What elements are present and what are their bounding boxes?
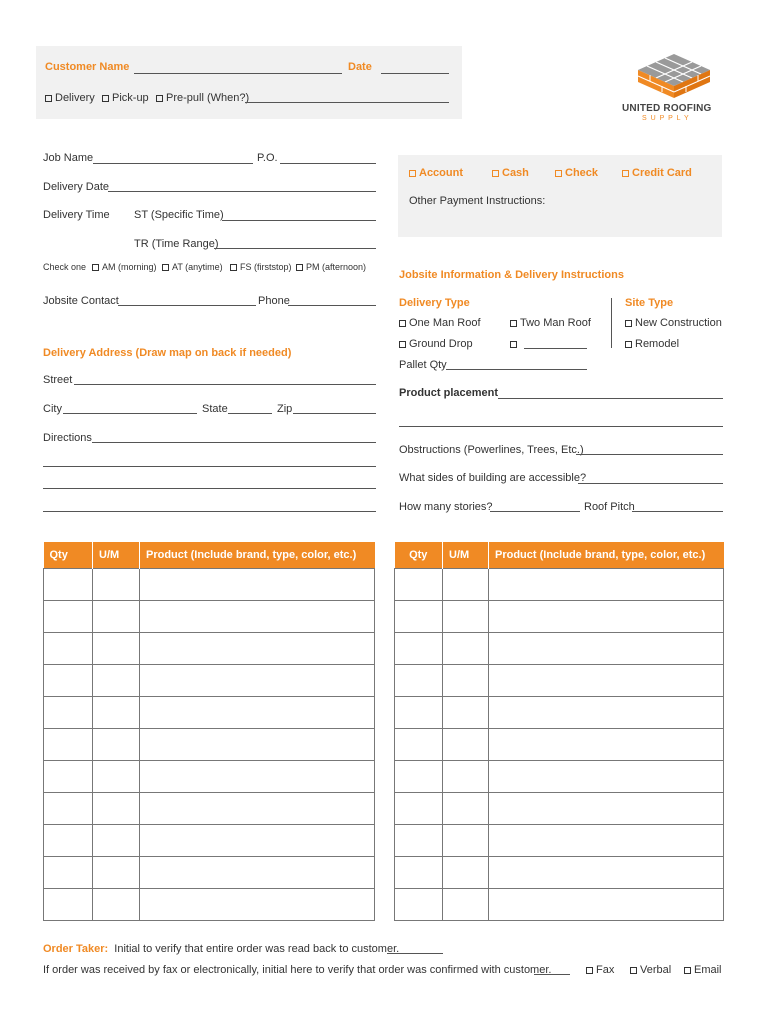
time-range-label: TR (Time Range) — [134, 238, 219, 250]
checkbox-icon — [630, 967, 637, 974]
prepull-option-label: Pre-pull (When?) — [166, 92, 250, 104]
qty-cell[interactable] — [395, 793, 443, 825]
credit-card-option-label: Credit Card — [632, 167, 692, 179]
table-row — [44, 889, 375, 921]
state-label: State — [202, 403, 228, 415]
order-taker-row — [43, 943, 399, 956]
directions-line[interactable] — [43, 488, 376, 489]
product-cell[interactable] — [140, 569, 375, 601]
credit-card-checkbox-option[interactable] — [622, 167, 692, 180]
obstructions-label: Obstructions (Powerlines, Trees, Etc.) — [399, 444, 584, 456]
table-row — [44, 761, 375, 793]
stories-label: How many stories? — [399, 501, 493, 513]
product-cell[interactable] — [489, 601, 724, 633]
product-cell[interactable] — [489, 857, 724, 889]
product-cell[interactable] — [140, 793, 375, 825]
um-cell[interactable] — [443, 633, 489, 665]
fax-label: Fax — [596, 964, 615, 976]
qty-cell[interactable] — [44, 601, 93, 633]
product-table-left — [43, 542, 375, 921]
stories-field[interactable] — [490, 511, 580, 512]
table-row — [395, 793, 724, 825]
two-man-roof-option[interactable] — [510, 317, 591, 330]
ground-drop-label: Ground Drop — [409, 338, 473, 350]
customer-name-field[interactable] — [134, 73, 342, 74]
table-row — [395, 889, 724, 921]
um-cell[interactable] — [443, 825, 489, 857]
other-delivery-option[interactable] — [510, 338, 520, 351]
qty-cell[interactable] — [395, 857, 443, 889]
delivery-address-heading: Delivery Address (Draw map on back if needed) — [43, 347, 292, 359]
remodel-option[interactable] — [625, 338, 679, 351]
product-cell[interactable] — [140, 665, 375, 697]
fax-checkbox-option[interactable] — [586, 964, 614, 977]
qty-cell[interactable] — [44, 569, 93, 601]
product-placement-field[interactable] — [498, 398, 723, 399]
city-field[interactable] — [63, 413, 197, 414]
new-construction-label: New Construction — [635, 317, 722, 329]
checkbox-icon — [230, 264, 237, 271]
um-cell[interactable] — [93, 601, 140, 633]
directions-line[interactable] — [43, 466, 376, 467]
other-delivery-field[interactable] — [524, 348, 587, 349]
product-cell[interactable] — [140, 825, 375, 857]
order-taker-label: Order Taker: — [43, 943, 109, 955]
qty-cell[interactable] — [44, 697, 93, 729]
um-cell[interactable] — [93, 665, 140, 697]
product-cell[interactable] — [489, 761, 724, 793]
account-checkbox-option[interactable] — [409, 167, 463, 180]
checkbox-icon — [622, 170, 629, 177]
table-row — [44, 697, 375, 729]
delivery-option-label: Delivery — [55, 92, 95, 104]
product-cell[interactable] — [489, 697, 724, 729]
logo-text: UNITED ROOFING — [622, 103, 712, 114]
brick-pallet-icon — [622, 44, 726, 100]
um-cell[interactable] — [443, 889, 489, 921]
um-cell[interactable] — [93, 857, 140, 889]
um-cell[interactable] — [443, 761, 489, 793]
table-row — [395, 729, 724, 761]
um-cell[interactable] — [443, 569, 489, 601]
street-field[interactable] — [74, 384, 376, 385]
qty-cell[interactable] — [395, 569, 443, 601]
job-name-field[interactable] — [93, 163, 253, 164]
street-label: Street — [43, 374, 73, 386]
obstructions-field[interactable] — [576, 454, 723, 455]
checkbox-icon — [409, 170, 416, 177]
email-label: Email — [694, 964, 722, 976]
directions-field[interactable] — [92, 442, 376, 443]
job-name-label: Job Name — [43, 152, 94, 164]
qty-cell[interactable] — [44, 889, 93, 921]
qty-header: Qty — [44, 542, 93, 569]
product-cell[interactable] — [140, 697, 375, 729]
product-cell[interactable] — [140, 857, 375, 889]
checkbox-icon — [492, 170, 499, 177]
delivery-date-field[interactable] — [108, 191, 376, 192]
verbal-checkbox-option[interactable] — [630, 964, 671, 977]
accessible-sides-field[interactable] — [578, 483, 723, 484]
product-placement-label: Product placement — [399, 387, 499, 399]
um-header: U/M — [93, 542, 140, 569]
product-cell[interactable] — [489, 889, 724, 921]
one-man-roof-option[interactable] — [399, 317, 481, 330]
prepull-checkbox-option[interactable] — [156, 92, 249, 105]
table-row — [395, 569, 724, 601]
check-option-label: Check — [565, 167, 599, 179]
delivery-time-label: Delivery Time — [43, 209, 110, 221]
table-row — [44, 793, 375, 825]
product-cell[interactable] — [140, 633, 375, 665]
cash-checkbox-option[interactable] — [492, 167, 529, 180]
logo-subtext: S U P P L Y — [642, 115, 690, 122]
jobsite-contact-field[interactable] — [118, 305, 256, 306]
product-cell[interactable] — [140, 601, 375, 633]
table-header-row — [395, 542, 724, 569]
table-row — [44, 665, 375, 697]
um-header: U/M — [443, 542, 489, 569]
order-taker-initial-field[interactable] — [387, 953, 443, 954]
afternoon-option-label: PM (afternoon) — [306, 262, 367, 272]
roof-pitch-field[interactable] — [632, 511, 723, 512]
table-row — [395, 633, 724, 665]
checkbox-icon — [625, 341, 632, 348]
jobsite-info-heading: Jobsite Information & Delivery Instructions — [399, 269, 624, 281]
afternoon-checkbox-option[interactable] — [296, 261, 366, 274]
qty-cell[interactable] — [395, 761, 443, 793]
um-cell[interactable] — [93, 569, 140, 601]
product-placement-line[interactable] — [399, 426, 723, 427]
united-roofing-logo — [622, 44, 726, 122]
qty-cell[interactable] — [44, 825, 93, 857]
pallet-qty-label: Pallet Qty — [399, 359, 447, 371]
table-row — [395, 825, 724, 857]
um-cell[interactable] — [93, 697, 140, 729]
pickup-checkbox-option[interactable] — [102, 92, 149, 105]
checkbox-icon — [162, 264, 169, 271]
product-cell[interactable] — [140, 729, 375, 761]
qty-cell[interactable] — [395, 633, 443, 665]
um-cell[interactable] — [93, 793, 140, 825]
table-row — [395, 761, 724, 793]
date-label: Date — [348, 61, 372, 73]
firststop-checkbox-option[interactable] — [230, 261, 292, 274]
phone-field[interactable] — [288, 305, 376, 306]
anytime-option-label: AT (anytime) — [172, 262, 223, 272]
um-cell[interactable] — [443, 857, 489, 889]
other-payment-label: Other Payment Instructions: — [409, 195, 546, 207]
delivery-checkbox-option[interactable] — [45, 92, 95, 105]
um-cell[interactable] — [443, 793, 489, 825]
anytime-checkbox-option[interactable] — [162, 261, 223, 274]
two-man-roof-label: Two Man Roof — [520, 317, 591, 329]
cash-option-label: Cash — [502, 167, 529, 179]
qty-cell[interactable] — [44, 633, 93, 665]
table-header-row — [44, 542, 375, 569]
pickup-option-label: Pick-up — [112, 92, 149, 104]
site-type-heading: Site Type — [625, 297, 674, 309]
fax-confirmation-initial-field[interactable] — [534, 974, 570, 975]
table-row — [44, 633, 375, 665]
verbal-label: Verbal — [640, 964, 672, 976]
state-field[interactable] — [228, 413, 272, 414]
table-row — [44, 825, 375, 857]
specific-time-field[interactable] — [222, 220, 376, 221]
order-taker-instruction: Initial to verify that entire order was read back to customer. — [114, 943, 400, 955]
zip-label: Zip — [277, 403, 293, 415]
checkbox-icon — [625, 320, 632, 327]
product-cell[interactable] — [489, 569, 724, 601]
time-range-field[interactable] — [214, 248, 376, 249]
table-row — [395, 857, 724, 889]
email-checkbox-option[interactable] — [684, 964, 722, 977]
qty-cell[interactable] — [395, 601, 443, 633]
delivery-type-heading: Delivery Type — [399, 297, 470, 309]
checkbox-icon — [92, 264, 99, 271]
specific-time-label: ST (Specific Time) — [134, 209, 224, 221]
product-cell[interactable] — [489, 633, 724, 665]
fax-confirmation-text: If order was received by fax or electronically, initial here to verify that order was confirmed with customer. — [43, 964, 552, 976]
firststop-option-label: FS (firststop) — [240, 262, 292, 272]
table-row — [44, 857, 375, 889]
checkbox-icon — [45, 95, 52, 102]
qty-cell[interactable] — [395, 729, 443, 761]
am-checkbox-option[interactable] — [92, 261, 157, 274]
checkbox-icon — [399, 320, 406, 327]
table-row — [44, 601, 375, 633]
checkbox-icon — [586, 967, 593, 974]
ground-drop-option[interactable] — [399, 338, 473, 351]
table-row — [395, 665, 724, 697]
um-cell[interactable] — [443, 729, 489, 761]
um-cell[interactable] — [93, 729, 140, 761]
qty-cell[interactable] — [44, 665, 93, 697]
qty-cell[interactable] — [44, 761, 93, 793]
um-cell[interactable] — [93, 889, 140, 921]
customer-name-label: Customer Name — [45, 61, 130, 73]
product-cell[interactable] — [489, 729, 724, 761]
product-cell[interactable] — [489, 793, 724, 825]
table-row — [395, 601, 724, 633]
check-checkbox-option[interactable] — [555, 167, 598, 180]
product-cell[interactable] — [140, 889, 375, 921]
table-row — [44, 569, 375, 601]
checkbox-icon — [510, 341, 517, 348]
customer-header-panel — [36, 46, 462, 119]
qty-cell[interactable] — [44, 857, 93, 889]
um-cell[interactable] — [93, 633, 140, 665]
jobsite-divider — [611, 298, 612, 348]
product-cell[interactable] — [140, 761, 375, 793]
date-field[interactable] — [381, 73, 449, 74]
checkbox-icon — [156, 95, 163, 102]
um-cell[interactable] — [443, 697, 489, 729]
city-label: City — [43, 403, 62, 415]
um-cell[interactable] — [93, 825, 140, 857]
directions-label: Directions — [43, 432, 92, 444]
qty-header: Qty — [395, 542, 443, 569]
um-cell[interactable] — [443, 665, 489, 697]
qty-cell[interactable] — [395, 889, 443, 921]
qty-cell[interactable] — [395, 697, 443, 729]
directions-line[interactable] — [43, 511, 376, 512]
product-header: Product (Include brand, type, color, etc.) — [140, 542, 375, 569]
account-option-label: Account — [419, 167, 463, 179]
remodel-label: Remodel — [635, 338, 680, 350]
roof-pitch-label: Roof Pitch — [584, 501, 635, 513]
checkbox-icon — [555, 170, 562, 177]
um-cell[interactable] — [93, 761, 140, 793]
checkbox-icon — [399, 341, 406, 348]
zip-field[interactable] — [293, 413, 376, 414]
checkbox-icon — [296, 264, 303, 271]
am-option-label: AM (morning) — [102, 262, 157, 272]
delivery-date-label: Delivery Date — [43, 181, 110, 193]
one-man-roof-label: One Man Roof — [409, 317, 481, 329]
check-one-label: Check one — [43, 262, 87, 272]
checkbox-icon — [684, 967, 691, 974]
phone-label: Phone — [258, 295, 290, 307]
prepull-when-field[interactable] — [245, 102, 449, 103]
product-table-right — [394, 542, 724, 921]
po-label: P.O. — [257, 152, 278, 164]
table-row — [395, 697, 724, 729]
accessible-sides-label: What sides of building are accessible? — [399, 472, 587, 484]
checkbox-icon — [510, 320, 517, 327]
pallet-qty-field[interactable] — [446, 369, 587, 370]
po-field[interactable] — [280, 163, 376, 164]
product-header: Product (Include brand, type, color, etc.) — [489, 542, 724, 569]
checkbox-icon — [102, 95, 109, 102]
table-row — [44, 729, 375, 761]
product-cell[interactable] — [489, 825, 724, 857]
qty-cell[interactable] — [44, 729, 93, 761]
um-cell[interactable] — [443, 601, 489, 633]
jobsite-contact-label: Jobsite Contact — [43, 295, 119, 307]
product-cell[interactable] — [489, 665, 724, 697]
new-construction-option[interactable] — [625, 317, 722, 330]
qty-cell[interactable] — [44, 793, 93, 825]
qty-cell[interactable] — [395, 825, 443, 857]
qty-cell[interactable] — [395, 665, 443, 697]
